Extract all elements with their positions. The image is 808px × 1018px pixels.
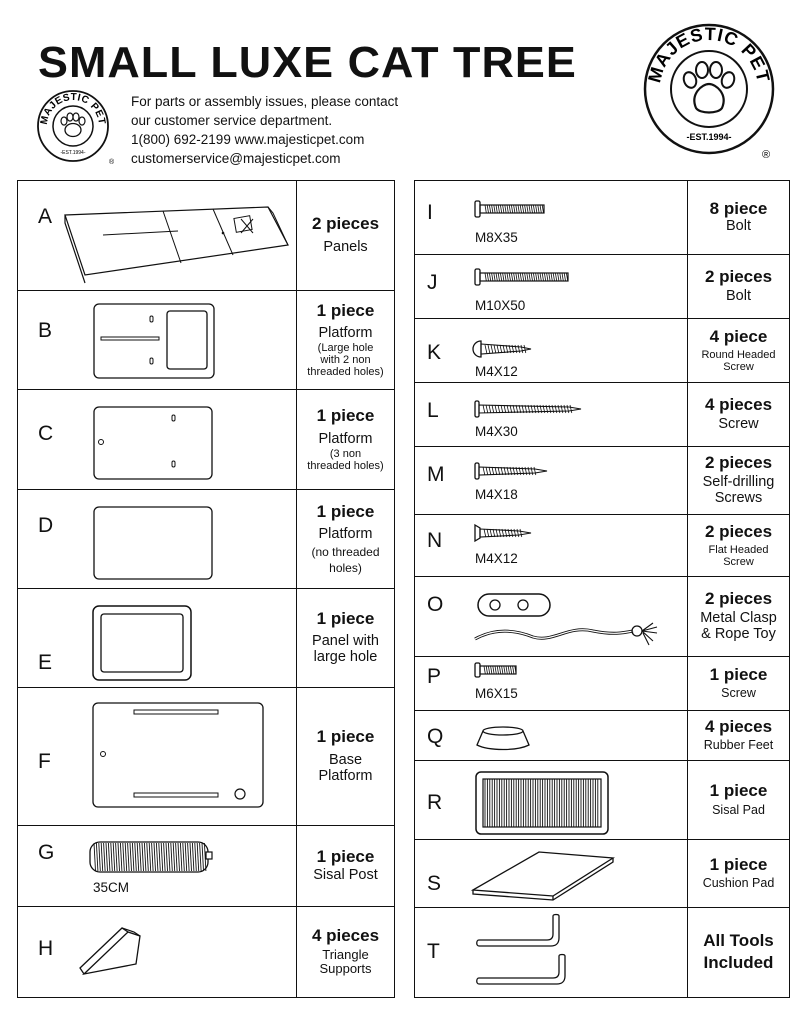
part-letter: G [38,841,55,864]
part-art [415,908,687,997]
part-quantity: 2 pieces [311,214,380,234]
part-name-line2: & Rope Toy [701,626,776,643]
part-art [415,181,687,254]
part-art [415,840,687,907]
part-name: Triangle [322,947,369,963]
part-size-label: 35CM [93,880,130,895]
part-row-n [415,515,789,577]
part-name: Round Headed [701,348,776,361]
part-row-j [415,255,789,319]
part-detail: holes) [329,561,362,576]
part-row-s [415,840,789,908]
part-detail: Platform [318,767,373,784]
part-quantity: 1 piece [709,781,768,801]
part-name-line2: Screw [723,556,754,569]
part-description [687,711,789,760]
part-quantity: 1 piece [316,608,375,628]
part-letter: N [427,529,443,552]
part-name: Platform [318,325,373,342]
sisal-pad-icon [475,771,609,835]
platform-d-illustration [93,506,213,580]
part-letter: F [38,750,51,773]
part-art [18,390,296,489]
part-description [687,383,789,446]
svg-text:MAJESTIC PET: MAJESTIC PET [644,23,774,85]
contact-line: our customer service department. [131,113,333,128]
flat-head-screw-icon [473,523,533,543]
screw-icon [473,399,583,419]
allen-key-icon [475,912,565,948]
part-letter: J [427,271,438,294]
sisal-post-illustration [88,839,216,875]
part-quantity: 1 piece [316,300,375,320]
part-row-h [18,907,394,997]
part-row-r [415,761,789,840]
part-row-t [415,908,789,997]
document-title: SMALL LUXE CAT TREE [38,38,577,87]
part-detail: large hole [313,649,378,666]
part-name: Included [703,953,774,972]
part-row-i [415,181,789,255]
part-quantity: 4 pieces [311,926,380,946]
part-art [415,761,687,839]
part-size-label: M4X30 [475,424,518,439]
svg-text:®: ® [109,159,114,166]
part-letter: H [38,937,54,960]
part-name: Bolt [726,217,751,234]
part-quantity: 8 piece [709,199,768,219]
part-art [415,447,687,514]
allen-key-icon [475,952,571,988]
bolt-icon [473,267,571,287]
part-letter: R [427,791,443,814]
part-name: Panels [323,238,368,255]
part-name: Screw [721,685,756,700]
svg-text:-EST.1994-: -EST.1994- [686,132,732,142]
part-row-d [18,490,394,589]
part-quantity: 1 piece [316,501,375,521]
part-letter: A [38,205,53,228]
contact-info [131,92,398,168]
part-art [18,826,296,906]
part-letter: L [427,399,439,422]
part-row-q [415,711,789,761]
part-letter: S [427,872,442,895]
part-name: Self-drilling [702,474,775,491]
part-quantity: 1 piece [316,406,375,426]
contact-line: For parts or assembly issues, please contact [131,94,399,109]
part-description [687,181,789,254]
part-detail: with 2 non [320,354,371,367]
screw-icon [473,661,519,679]
cushion-pad-icon [467,848,617,904]
part-row-c [18,390,394,490]
part-size-label: M8X35 [475,230,518,245]
part-name: Base [328,751,363,768]
part-art [415,515,687,576]
part-art [415,711,687,760]
part-name: Screw [718,415,759,432]
part-description [296,490,394,588]
part-letter: D [38,514,54,537]
part-detail: (3 non [329,447,362,460]
part-size-label: M4X12 [475,551,518,566]
part-letter: E [38,651,53,674]
part-art [415,657,687,710]
part-quantity: 1 piece [709,665,768,685]
part-row-f [18,688,394,826]
rope-toy-icon [473,619,663,649]
part-name: Sisal Pad [712,802,765,817]
svg-text:MAJESTIC PET: MAJESTIC PET [38,91,108,126]
part-letter: I [427,201,433,224]
part-letter: M [427,463,445,486]
part-art [18,589,296,687]
part-art [415,577,687,656]
part-description [296,390,394,489]
part-row-l [415,383,789,447]
part-quantity: 4 piece [709,327,768,347]
parts-list-left [17,180,395,998]
platform-c-illustration [93,406,213,480]
part-name: Cushion Pad [702,876,775,891]
contact-line: customerservice@majesticpet.com [131,151,341,166]
part-letter: T [427,940,440,963]
part-row-o [415,577,789,657]
part-quantity: All Tools [703,931,774,951]
part-description [687,447,789,514]
part-art [18,181,296,290]
part-quantity: 4 pieces [704,395,773,415]
part-description [296,589,394,687]
part-letter: K [427,341,442,364]
part-quantity: 1 piece [709,854,768,874]
part-size-label: M4X18 [475,487,518,502]
part-name: Panel with [312,633,379,650]
part-row-g [18,826,394,907]
part-detail: (Large hole [317,342,374,355]
part-quantity: 2 pieces [704,521,773,541]
svg-text:-EST.1994-: -EST.1994- [60,150,86,156]
part-name-line2: Screw [723,360,754,373]
part-detail: threaded holes) [307,366,384,379]
contact-line: 1(800) 692-2199 www.majesticpet.com [131,132,365,147]
part-letter: P [427,665,442,688]
parts-list-right [414,180,790,998]
part-description [296,181,394,290]
part-row-m [415,447,789,515]
part-detail: threaded holes) [307,459,384,472]
part-detail: Supports [319,961,372,977]
part-art [18,907,296,997]
part-quantity: 1 piece [316,727,375,747]
part-row-k [415,319,789,383]
part-row-a [18,181,394,291]
part-quantity: 2 pieces [704,588,773,608]
metal-clasp-icon [477,593,553,619]
majestic-pet-logo-small [36,88,114,168]
triangle-support-illustration [78,922,148,980]
part-letter: O [427,593,444,616]
part-description [296,688,394,825]
self-drilling-screw-icon [473,461,549,481]
majestic-pet-logo-large [640,22,782,164]
part-description [687,761,789,839]
part-name: Flat Headed [708,544,769,557]
part-description [687,908,789,997]
part-size-label: M6X15 [475,686,518,701]
part-name: Rubber Feet [703,737,774,752]
bolt-icon [473,199,547,219]
base-platform-illustration [92,702,264,808]
part-art [18,688,296,825]
part-description [687,319,789,382]
part-name: Bolt [726,287,751,304]
round-head-screw-icon [473,339,533,359]
part-detail: (no threaded [311,545,380,560]
part-row-b [18,291,394,390]
part-letter: C [38,422,54,445]
part-name: Platform [318,526,373,543]
part-art [18,490,296,588]
svg-text:®: ® [762,149,771,161]
panels-illustration [63,205,288,277]
part-row-p [415,657,789,711]
part-quantity: 2 pieces [704,267,773,287]
part-description [687,255,789,318]
part-name: Platform [318,430,373,447]
platform-b-illustration [93,303,215,379]
rubber-foot-icon [475,725,531,751]
part-name: Sisal Post [313,867,378,884]
part-art [415,255,687,318]
part-art [415,383,687,446]
part-description [296,291,394,389]
part-size-label: M10X50 [475,298,526,313]
part-description [687,577,789,656]
part-description [687,515,789,576]
part-name: Metal Clasp [700,610,777,627]
part-description [687,657,789,710]
part-quantity: 1 piece [316,846,375,866]
part-letter: B [38,319,53,342]
panel-e-illustration [92,605,192,681]
part-description [687,840,789,907]
part-description [296,907,394,997]
part-art [415,319,687,382]
part-art [18,291,296,389]
part-letter: Q [427,725,444,748]
part-name-line2: Screws [714,490,763,507]
part-size-label: M4X12 [475,364,518,379]
part-row-e [18,589,394,688]
part-quantity: 2 pieces [704,452,773,472]
part-description [296,826,394,906]
part-quantity: 4 pieces [704,717,773,737]
